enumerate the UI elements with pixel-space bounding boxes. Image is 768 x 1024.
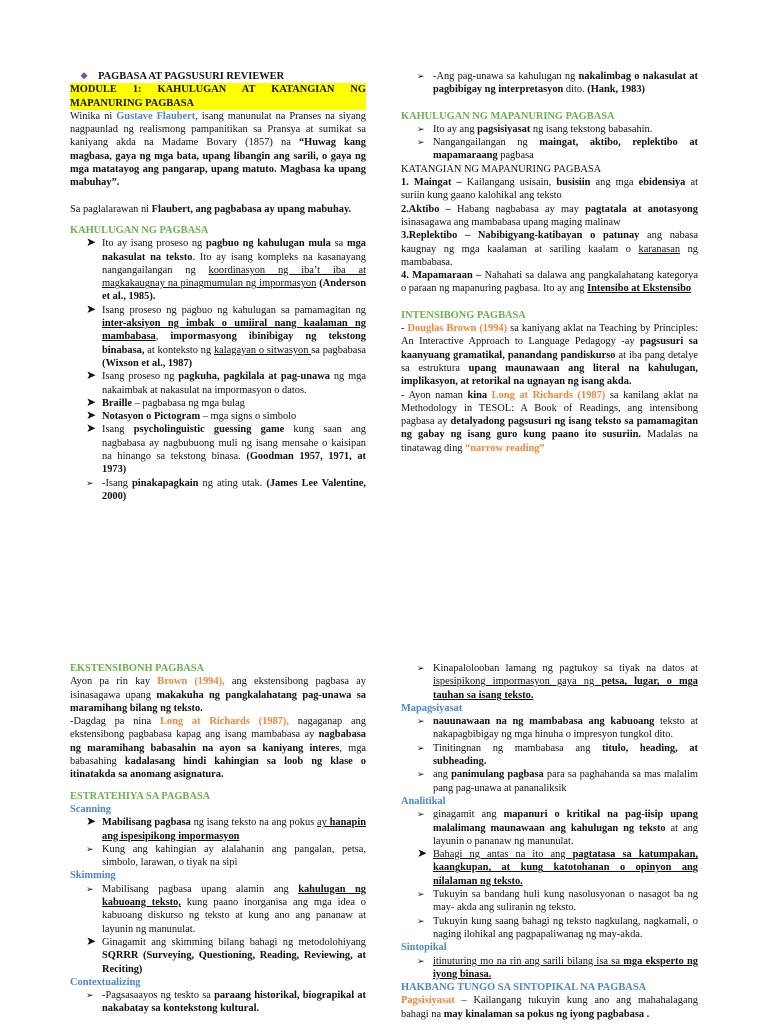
right-bottom-column	[401, 662, 698, 1021]
sintopikal-heading: Sintopikal	[401, 942, 447, 954]
list-item: ➢ Tinitingnan ng mambabasa ang titulo, heading, at subheading.	[417, 742, 698, 768]
arrow-bullet-icon: ➤	[86, 421, 97, 436]
sintopikal-list	[401, 955, 698, 982]
chevron-bullet-icon: ➢	[417, 716, 425, 727]
chevron-bullet-icon: ➢	[417, 769, 425, 780]
arrow-bullet-icon: ➤	[86, 814, 97, 829]
list-item: ➢ Ito ay ang pagsisiyasat ng isang tekstong babasahin.	[417, 123, 653, 135]
estratehiya-heading: ESTRATEHIYA SA PAGBASA	[70, 790, 211, 802]
arrow-bullet-icon: ➤	[417, 846, 428, 861]
list-item: ➢ Tukuyin sa bandang huli kung nasolusyonan o nasagot ba ng may- akda ang suliranin ng teksto.	[417, 889, 698, 914]
contextualizing-heading: Contextualizing	[70, 976, 141, 988]
kahulugan-heading: KAHULUGAN NG PAGBASA	[70, 224, 209, 236]
list-item: ➢ nauunawaan na ng mambabasa ang kabuoang teksto at nakapagbibigay ng mga hinuha o impresyon tungkol dito.	[417, 716, 699, 741]
analitikal-list	[401, 808, 698, 941]
arrow-bullet-icon: ➤	[86, 408, 97, 423]
chevron-bullet-icon: ➢	[417, 889, 425, 900]
intensibo-paragraph-1: - Douglas Brown (1994) sa kaniyang aklat na Teaching by Principles: An Interactive Approach to Language Pedagogy -ay pagsusuri sa kaanyuang gramatikal, panandang pandiskurso at iba pang detalye sa estruktura upang maunawaan ang literal na kahulugan, implikasyon, at retorikal na ugnayan ng isang akda.	[401, 323, 699, 388]
ekstensibo-paragraph-1: Ayon pa rin kay Brown (1994), ang ekstensibong pagbasa ay isinasagawa upang makakuha ng pangkalahatang pag-unawa sa maramihang bilang ng teksto.	[70, 676, 366, 714]
list-item: ➢ Nangangailangan ng maingat, aktibo, replektibo at mapamaraang pagbasa	[417, 137, 698, 162]
chevron-bullet-icon: ➢	[417, 123, 425, 134]
scanning-heading: Scanning	[70, 803, 112, 815]
right-top-column	[401, 70, 698, 455]
list-item: ➢ ang panimulang pagbasa para sa paghahanda sa mas malalim pang pag-unawa at pananaliksik	[417, 769, 698, 794]
list-item: ➢ -Ang pag-unawa sa kahulugan ng nakalimbag o nakasulat at pagbibigay ng interpretasyon dito. (Hank, 1983)	[417, 71, 698, 96]
chevron-bullet-icon: ➢	[86, 990, 94, 1001]
list-item: ➢ Kinapalolooban lamang ng pagtukoy sa tiyak na datos at ispesipikong impormasyon gaya ng petsa, lugar, o mga tauhan sa isang teksto.	[417, 663, 698, 701]
list-item: ➤ Braille – pagbabasa ng mga bulag	[86, 394, 245, 409]
chevron-bullet-icon: ➢	[86, 477, 94, 488]
list-item: ➢ itinuturing mo na rin ang sarili bilang isa sa mga eksperto ng iyong binasa.	[417, 955, 699, 980]
ekstensibo-heading: EKSTENSIBONH PAGBASA	[70, 663, 205, 674]
chevron-bullet-icon: ➢	[417, 137, 425, 148]
document-title: PAGBASA AT PAGSUSURI REVIEWER	[98, 71, 285, 82]
katangian-item: 1. Maingat – Kailangang usisain, busisiin ang mga ebidensiya at suriin kung gaano kalohikal ang teksto	[401, 177, 698, 202]
katangian-item: 2.Aktibo – Habang nagbabasa ay may pagtatala at anotasyong isinasagawa ang mambabasa upang maging malinaw	[401, 203, 698, 228]
katangian-item: 3.Replektibo – Nabibigyang-katibayan o patunay ang nabasa kaugnay ng mga kaalaman at sariling kaalam o karanasan ng mambabasa.	[401, 230, 698, 268]
list-item: ➢ Kung ang kahingian ay alalahanin ang pangalan, petsa, simbolo, larawan, o tiyak na sipi	[86, 843, 366, 869]
chevron-bullet-icon: ➢	[417, 742, 425, 753]
chevron-bullet-icon: ➢	[417, 71, 425, 81]
list-item: ➢ ginagamit ang mapanuri o kritikal na pag-iisip upang malalimang maunawaan ang kahulugan ng teksto at ang layunin o pananaw ng manunulat.	[417, 809, 699, 847]
datos-list	[401, 662, 698, 702]
left-top-column	[70, 70, 366, 503]
mapanuri-list	[401, 123, 698, 163]
arrow-bullet-icon: ➤	[86, 394, 97, 409]
list-item: ➤ Notasyon o Pictogram – mga signs o simbolo	[86, 408, 297, 423]
list-item: ➤ Isang proseso ng pagkuha, pagkilala at pag-unawa ng mga nakaimbak at nakasulat na impormasyon o datos.	[86, 368, 366, 396]
mapagsiyasat-list	[401, 715, 698, 795]
chevron-bullet-icon: ➢	[86, 883, 94, 894]
arrow-bullet-icon: ➤	[86, 301, 97, 316]
arrow-bullet-icon: ➤	[86, 235, 97, 250]
left-bottom-column	[70, 662, 366, 1016]
analitikal-heading: Analitikal	[401, 795, 446, 807]
katangian-heading: KATANGIAN NG MAPANURING PAGBASA	[401, 163, 602, 175]
contextualizing-list	[70, 989, 366, 1016]
chevron-bullet-icon: ➢	[417, 955, 425, 966]
intensibo-paragraph-2: - Ayon naman kina Long at Richards (1987) sa kanilang aklat na Methodology in TESOL: A Book of Readings, ang intensibong pagbasa ay detalyadong pagsusuri ng isang teksto sa pamamagitan ng gabay ng isang guro kung paano ito susuriin. Madalas na tinatawag ding “narrow reading”	[401, 389, 699, 454]
skimming-heading: Skimming	[70, 870, 116, 882]
kahulugan-list	[70, 237, 366, 503]
chevron-bullet-icon: ➢	[417, 915, 425, 926]
arrow-bullet-icon: ➤	[86, 368, 97, 383]
katangian-item: 4. Mapamaraan – Nahahati sa dalawa ang pangkalahatang kategorya o paraan ng mapanuring pagbasa. Ito ay ang Intensibo at Ekstensibo	[401, 270, 698, 295]
list-item: ➤ Bahagi ng antas na ito ang pagtatasa sa katumpakan, kaangkupan, at kung katotohanan o opinyon ang nilalaman ng teksto.	[417, 846, 698, 887]
list-item: ➤ Ginagamit ang skimming bilang bahagi ng metodolohiyang SQRRR (Surveying, Questioning, Reading, Reviewing, at Reciting)	[86, 933, 366, 975]
document-title-row	[70, 70, 366, 83]
list-item: ➢ Mabilisang pagbasa upang alamin ang kahulugan ng kabuoang teksto, kung paano inorganisa ang mga idea o kabuoang diskurso ng teksto at kung ano ang pananaw at layunin ng manunulat.	[86, 883, 366, 935]
flaubert-paragraph: Sa paglalarawan ni Flaubert, ang pagbabasa ay upang mabuhay.	[70, 203, 352, 215]
mapagsiyasat-heading: Mapagsiyasat	[401, 702, 463, 714]
hakbang-heading: HAKBANG TUNGO SA SINTOPIKAL NA PAGBASA	[401, 982, 647, 994]
module-heading: MODULE 1: KAHULUGAN AT KATANGIAN NG MAPANURING PAGBASA	[70, 84, 366, 109]
list-item: ➤ Isang proseso ng pagbuo ng kahulugan sa pamamagitan ng inter-aksiyon ng imbak o umiiral nang kaalaman ng mambabasa, impormasyong ibinibigay ng tekstong binabasa, at konteksto ng kalagayan o sitwasyon sa pagbabasa (Wixson et al., 1987)	[86, 301, 366, 369]
list-item: ➤ Isang psycholinguistic guessing game kung saan ang nagbabasa ay nagbubuong muli ng isang mensahe o kaisipan na hinango sa tekstong binasa. (Goodman 1957, 1971, at 1973)	[86, 421, 367, 476]
author-name: Gustave Flaubert	[116, 110, 196, 122]
chevron-bullet-icon: ➢	[86, 843, 94, 854]
arrow-bullet-icon: ➤	[86, 933, 97, 948]
list-item: ➤ Mabilisang pagbasa ng isang teksto na ang pokus ay hanapin ang ispesipikong impormasyon	[86, 814, 367, 842]
list-item: ➢ -Isang pinakapagkain ng ating utak. (James Lee Valentine, 2000)	[86, 477, 366, 502]
diamond-bullet-icon: ❖	[80, 71, 89, 81]
chevron-bullet-icon: ➢	[417, 663, 425, 673]
list-item: ➢ -Pagsasaayos ng teskto sa paraang historikal, biograpikal at nakabatay sa kontekstong kultural.	[86, 990, 366, 1015]
intro-paragraph: Winika ni Gustave Flaubert, isang manunulat na Pranses na siyang nagpaunlad ng realismong pampanitikan sa Pransya at sumikat sa kaniyang akda na Madame Bovary (1857) na “Huwag kang magbasa, gaya ng mga bata, upang libangin ang sarili, o gaya ng mga matatayog ang pangarap, upang matuto. Magbasa ka upang mabuhay”.	[70, 110, 367, 189]
list-item: ➤ Ito ay isang proseso ng pagbuo ng kahulugan mula sa mga nakasulat na teksto. Ito ay isang kompleks na kasanayang nangangailangan ng koordinasyon ng iba’t iba at magkakaugnay na pinagmumulan ng impormasyon (Anderson et al., 1985).	[86, 235, 366, 303]
chevron-bullet-icon: ➢	[417, 809, 425, 820]
mapanuri-heading: KAHULUGAN NG MAPANURING PAGBASA	[401, 110, 615, 122]
pagsisiyasat-paragraph: Pagsisiyasat – Kailangang tukuyin kung ano ang mahahalagang bahagi na may kinalaman sa pokus ng iyong pagbabasa .	[401, 995, 698, 1020]
list-item: ➢ Tukuyin kung saang bahagi ng teksto nagkulang, nagkamali, o naging ilohikal ang pagpapaliwanag ng may-akda.	[417, 915, 698, 940]
intensibo-heading: INTENSIBONG PAGBASA	[401, 309, 526, 321]
hank-list	[401, 70, 698, 97]
ekstensibo-paragraph-2: -Dagdag pa nina Long at Richards (1987), nagaganap ang ekstensibong pagbabasa kapag ang isang mambabasa ay nagbabasa ng maramihang babasahin na ayon sa kaniyang interes, mga babasahing kadalasang hindi kahingian sa loob ng klase o itinatakda sa anomang asignatura.	[70, 716, 367, 781]
scanning-list	[70, 816, 366, 869]
skimming-list	[70, 883, 366, 976]
